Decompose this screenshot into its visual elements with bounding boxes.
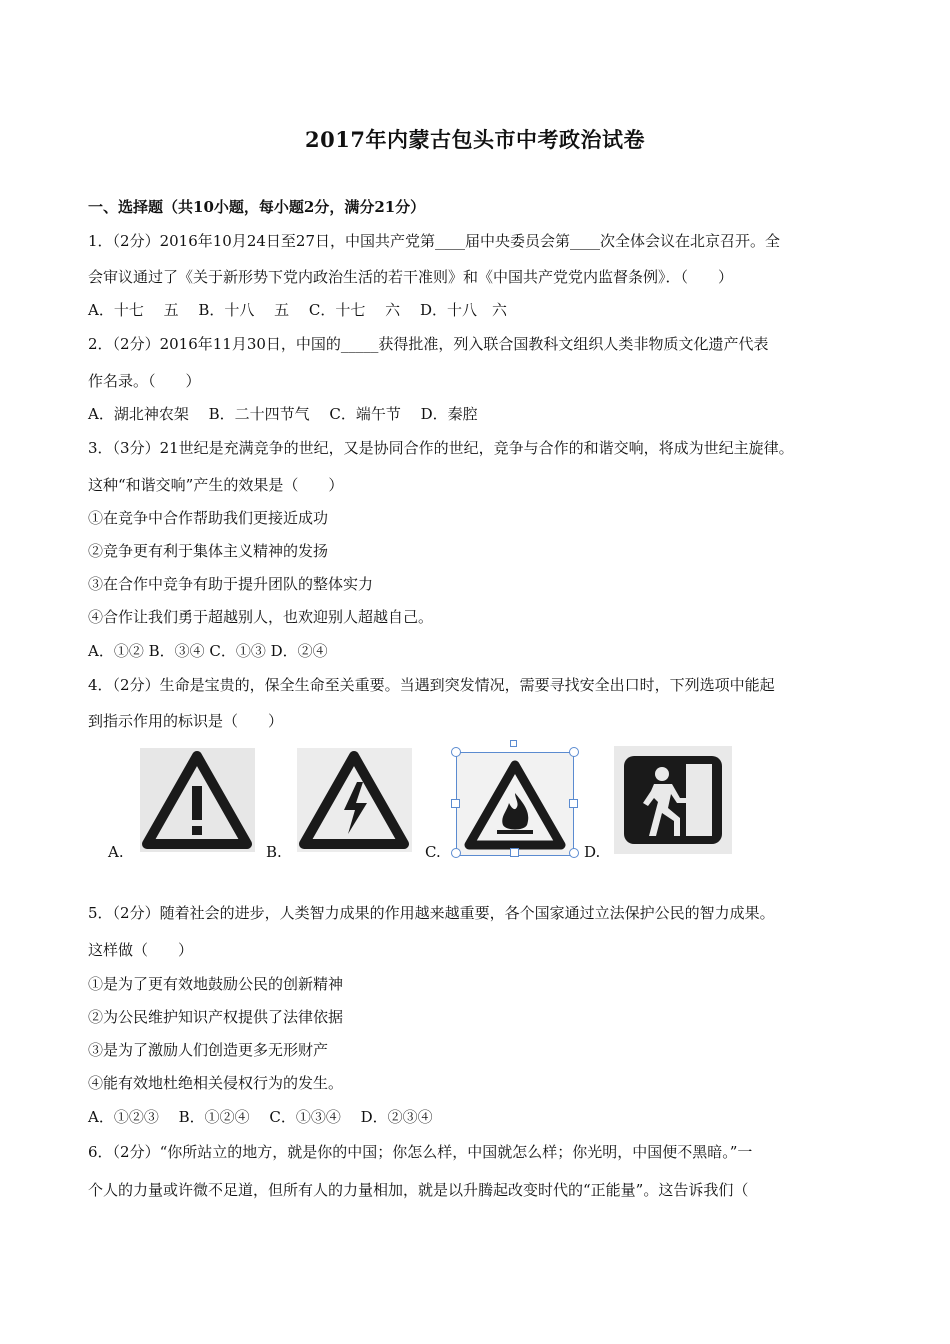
selection-handle[interactable]: [569, 799, 578, 808]
q6-line2: 个人的力量或许微不足道，但所有人的力量相加，就是以升腾起改变时代的“正能量”。这告诉我们（: [88, 1181, 749, 1199]
q3-item3: ③在合作中竞争有助于提升团队的整体实力: [88, 575, 374, 593]
selection-handle[interactable]: [451, 747, 461, 757]
warning-exclamation-icon: [140, 748, 255, 852]
selection-handle[interactable]: [510, 848, 519, 857]
electric-hazard-icon: [297, 748, 412, 852]
q5-item4: ④能有效地杜绝相关侵权行为的发生。: [88, 1074, 344, 1092]
q2-options: A．湖北神农架 B．二十四节气 C．端午节 D．秦腔: [88, 405, 478, 423]
q5-item3: ③是为了激励人们创造更多无形财产: [88, 1041, 329, 1059]
q4-sign-options: [0, 740, 950, 865]
selection-handle[interactable]: [569, 848, 579, 858]
emergency-exit-icon: [614, 746, 732, 854]
q4-line1: 4．（2分）生命是宝贵的，保全生命至关重要。当遇到突发情况，需要寻找安全出口时，下列选项中能起: [88, 676, 775, 694]
q5-options: A．①②③ B．①②④ C．①③④ D．②③④: [88, 1108, 433, 1126]
q3-options: A．①② B．③④ C．①③ D．②④: [88, 642, 328, 660]
option-a-label: A.: [108, 843, 124, 861]
section-title: 一、选择题（共10小题，每小题2分，满分21分）: [88, 198, 426, 216]
q5-line1: 5．（2分）随着社会的进步，人类智力成果的作用越来越重要，各个国家通过立法保护公民的智力成果。: [88, 904, 775, 922]
selection-handle[interactable]: [451, 799, 460, 808]
q5-item2: ②为公民维护知识产权提供了法律依据: [88, 1008, 344, 1026]
rotate-handle[interactable]: [510, 740, 517, 747]
q4-line2: 到指示作用的标识是（ ）: [88, 712, 284, 730]
q2-line1: 2．（2分）2016年11月30日，中国的_____获得批准，列入联合国教科文组织人类非物质文化遗产代表: [88, 335, 769, 353]
q5-item1: ①是为了更有效地鼓励公民的创新精神: [88, 975, 344, 993]
q2-line2: 作名录。（ ）: [88, 372, 201, 390]
q3-item2: ②竞争更有利于集体主义精神的发扬: [88, 542, 329, 560]
q6-line1: 6．（2分）“你所站立的地方，就是你的中国；你怎么样，中国就怎么样；你光明，中国便不黑暗。”一: [88, 1143, 753, 1161]
option-d-label: D.: [584, 843, 601, 861]
q3-item1: ①在竞争中合作帮助我们更接近成功: [88, 509, 329, 527]
option-c-label: C.: [425, 843, 441, 861]
q1-line2: 会审议通过了《关于新形势下党内政治生活的若干准则》和《中国共产党党内监督条例》．（ ）: [88, 268, 734, 286]
q3-item4: ④合作让我们勇于超越别人，也欢迎别人超越自己。: [88, 608, 434, 626]
q3-line2: 这种“和谐交响”产生的效果是（ ）: [88, 476, 344, 494]
q1-line1: 1．（2分）2016年10月24日至27日，中国共产党第____届中央委员会第____次全体会议在北京召开。全: [88, 232, 781, 250]
flammable-fire-icon[interactable]: [456, 752, 574, 856]
selection-handle[interactable]: [451, 848, 461, 858]
q1-options: A．十七 五 B．十八 五 C．十七 六 D．十八 六: [88, 301, 507, 319]
selection-handle[interactable]: [569, 747, 579, 757]
q3-line1: 3．（3分）21世纪是充满竞争的世纪，又是协同合作的世纪，竞争与合作的和谐交响，将成为世纪主旋律。: [88, 439, 794, 457]
page-title: 2017年内蒙古包头市中考政治试卷: [305, 127, 645, 152]
q5-line2: 这样做（ ）: [88, 941, 194, 959]
option-b-label: B.: [266, 843, 282, 861]
